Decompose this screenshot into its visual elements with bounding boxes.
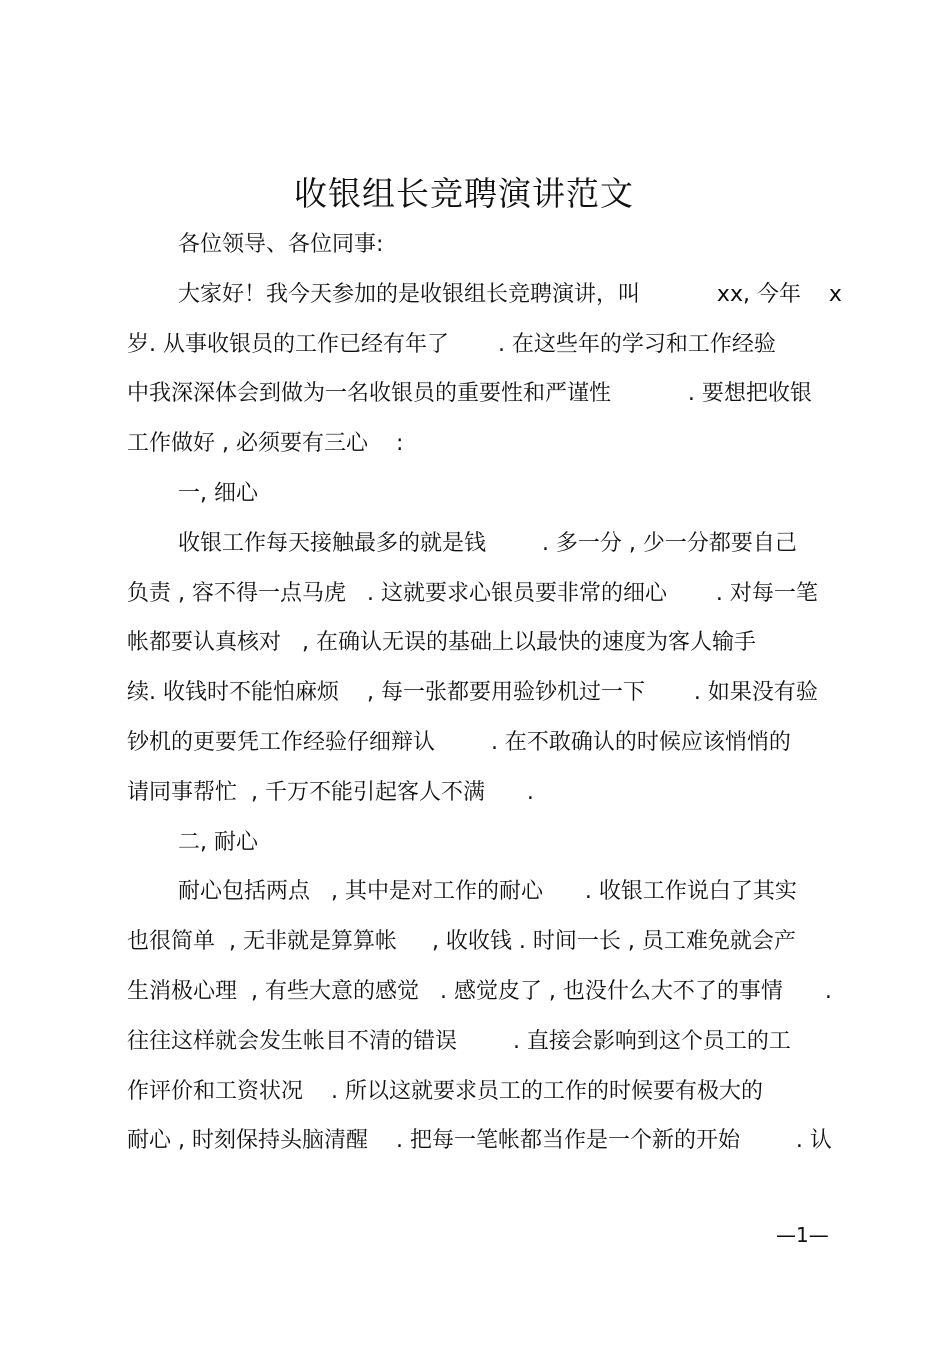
section2-line-4: 往往这样就会发生帐目不清的错误 . 直接会影响到这个员工的工 xyxy=(127,1029,791,1054)
section2-line-5: 作评价和工资状况 . 所以这就要求员工的工作的时候要有极大的 xyxy=(127,1079,763,1104)
intro-line-4: 工作做好 , 必须要有三心 : xyxy=(127,431,404,456)
section1-line-4: 续. 收钱时不能怕麻烦 , 每一张都要用验钞机过一下 . 如果没有验 xyxy=(127,680,818,705)
section1-line-6: 请同事帮忙 , 千万不能引起客人不满 . xyxy=(127,780,534,805)
intro-line-1: 大家好！我今天参加的是收银组长竞聘演讲，叫 xx, 今年 x xyxy=(178,282,842,307)
section1-line-3: 帐都要认真核对 , 在确认无误的基础上以最快的速度为客人输手 xyxy=(127,630,756,655)
section-heading-1: 一, 细心 xyxy=(178,481,258,506)
section2-line-2: 也很简单 , 无非就是算算帐 , 收收钱 . 时间一长 , 员工难免就会产 xyxy=(127,929,796,954)
section2-line-3: 生消极心理 , 有些大意的感觉 . 感觉皮了 , 也没什么大不了的事情 . xyxy=(127,979,832,1004)
intro-line-2: 岁. 从事收银员的工作已经有年了 . 在这些年的学习和工作经验 xyxy=(127,332,776,357)
intro-line-3: 中我深深体会到做为一名收银员的重要性和严谨性 . 要想把收银 xyxy=(127,381,812,406)
section1-line-1: 收银工作每天接触最多的就是钱 . 多一分 , 少一分都要自己 xyxy=(178,531,797,556)
section1-line-2: 负责 , 容不得一点马虎 . 这就要求心银员要非常的细心 . 对每一笔 xyxy=(127,581,818,606)
page-number: —1— xyxy=(776,1223,829,1247)
document-title: 收银组长竞聘演讲范文 xyxy=(294,174,634,213)
section2-line-1: 耐心包括两点 , 其中是对工作的耐心 . 收银工作说白了其实 xyxy=(178,879,797,904)
section-heading-2: 二, 耐心 xyxy=(178,830,258,855)
section1-line-5: 钞机的更要凭工作经验仔细辩认 . 在不敢确认的时候应该悄悄的 xyxy=(127,730,791,755)
greeting-line: 各位领导、各位同事: xyxy=(178,232,384,257)
section2-line-6: 耐心 , 时刻保持头脑清醒 . 把每一笔帐都当作是一个新的开始 . 认 xyxy=(127,1128,832,1153)
